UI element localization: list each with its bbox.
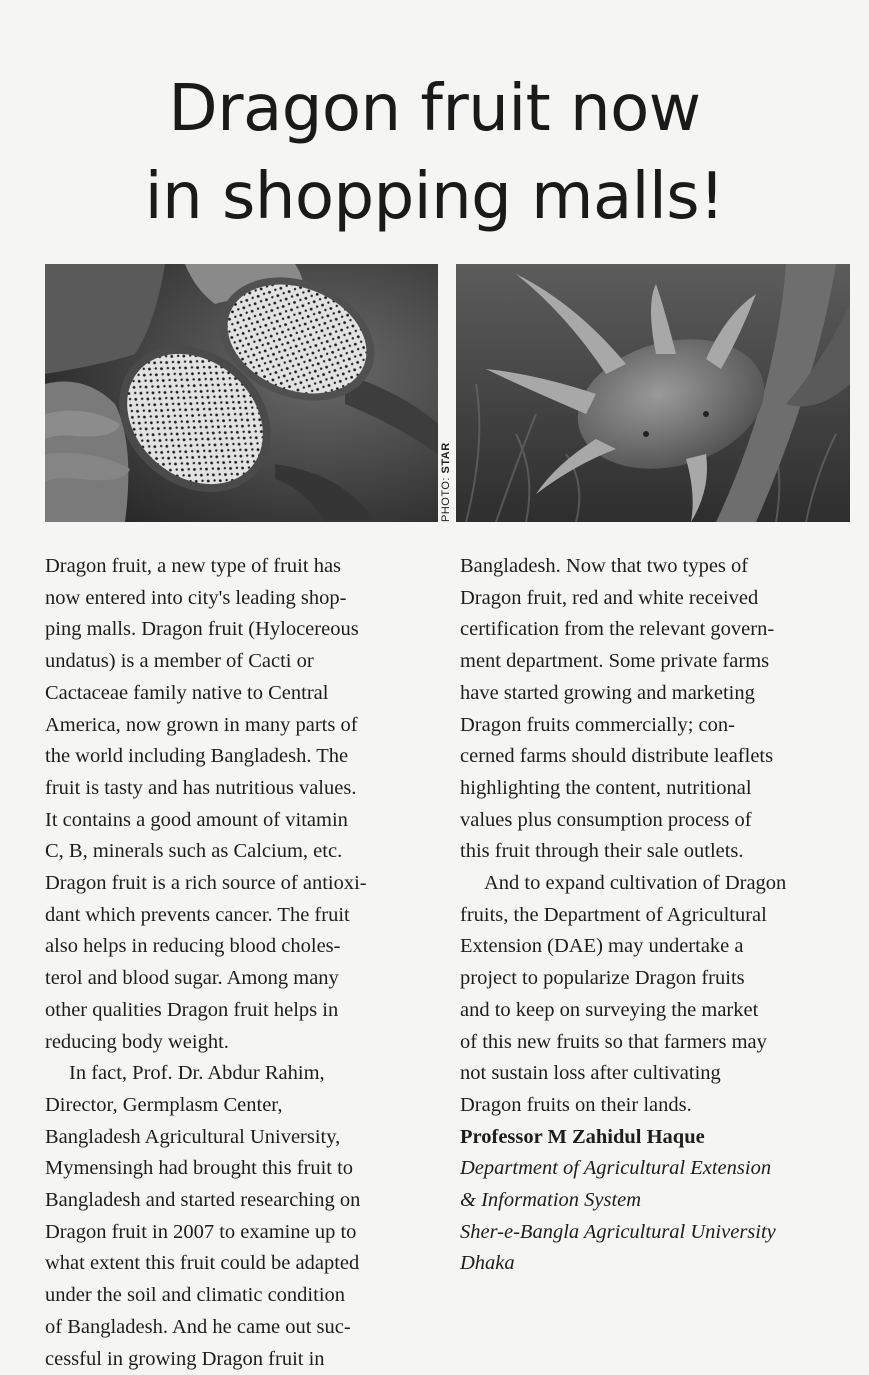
article-line: this fruit through their sale outlets. (460, 840, 744, 863)
article-line: In fact, Prof. Dr. Abdur Rahim, (69, 1062, 325, 1085)
article-line: undatus) is a member of Cacti or (45, 650, 314, 673)
article-line: It contains a good amount of vitamin (45, 808, 348, 831)
article-line: Dragon fruits commercially; con- (460, 713, 735, 736)
article-line: terol and blood sugar. Among many (45, 967, 339, 990)
article-line: Cactaceae family native to Central (45, 681, 329, 704)
article-line: not sustain loss after cultivating (460, 1062, 721, 1085)
article-line: fruits, the Department of Agricultural (460, 903, 767, 926)
article-line: reducing body weight. (45, 1030, 229, 1053)
article-line: have started growing and marketing (460, 681, 755, 704)
article-line: of Bangladesh. And he came out suc- (45, 1315, 351, 1338)
photo-halved-dragon-fruit (45, 264, 438, 522)
article-line: cerned farms should distribute leaflets (460, 745, 774, 768)
byline-name: Professor M Zahidul Haque (460, 1125, 705, 1148)
article-line: Director, Germplasm Center, (45, 1093, 283, 1116)
article-line: certification from the relevant govern- (460, 618, 775, 641)
article-line: America, now grown in many parts of (45, 713, 358, 736)
article-line: Dragon fruit in 2007 to examine up to (45, 1220, 357, 1243)
article-line: Dragon fruits on their lands. (460, 1093, 692, 1116)
article-line: now entered into city's leading shop- (45, 586, 347, 609)
article-line: what extent this fruit could be adapted (45, 1252, 360, 1275)
article-line: ment department. Some private farms (460, 650, 770, 673)
article-line: Dragon fruit is a rich source of antioxi- (45, 872, 367, 895)
article-line: highlighting the content, nutritional (460, 776, 752, 799)
article-line: of this new fruits so that farmers may (460, 1030, 767, 1053)
article-line: C, B, minerals such as Calcium, etc. (45, 840, 343, 863)
headline (0, 65, 869, 241)
article-line: fruit is tasty and has nutritious values. (45, 776, 357, 799)
article-line: cessful in growing Dragon fruit in (45, 1347, 325, 1370)
byline-affiliation: Dhaka (460, 1252, 515, 1275)
article-line: project to popularize Dragon fruits (460, 967, 745, 990)
article-line: under the soil and climatic condition (45, 1284, 346, 1307)
article-line: Dragon fruit, a new type of fruit has (45, 555, 342, 577)
article-line: Mymensingh had brought this fruit to (45, 1157, 354, 1180)
byline-affiliation: Sher-e-Bangla Agricultural University (460, 1220, 776, 1243)
article-line: Bangladesh Agricultural University, (45, 1125, 341, 1148)
headline-line-1: Dragon fruit now (168, 71, 701, 146)
article-line: dant which prevents cancer. The fruit (45, 903, 350, 926)
photo-credit (440, 422, 452, 522)
photo-credit-name: STAR (440, 442, 452, 474)
article-line: and to keep on surveying the market (460, 998, 759, 1021)
article-line: And to expand cultivation of Dragon (484, 872, 787, 895)
article-line: Bangladesh. Now that two types of (460, 555, 749, 577)
byline-affiliation: & Information System (460, 1189, 642, 1212)
article-line: values plus consumption process of (460, 808, 752, 831)
article-line: also helps in reducing blood choles- (45, 935, 341, 958)
article-line: other qualities Dragon fruit helps in (45, 998, 339, 1021)
article-column-left (45, 551, 440, 1375)
article-line: Dragon fruit, red and white received (460, 586, 759, 609)
article-line: ping malls. Dragon fruit (Hylocereous (45, 618, 359, 641)
article-line: Bangladesh and started researching on (45, 1189, 361, 1212)
photo-dragon-fruit-plant (456, 264, 850, 522)
byline-affiliation: Department of Agricultural Extension (460, 1157, 772, 1180)
article-column-right (460, 551, 860, 1280)
article-line: Extension (DAE) may undertake a (460, 935, 744, 958)
headline-line-2: in shopping malls! (144, 159, 725, 234)
article-line: the world including Bangladesh. The (45, 745, 349, 768)
photo-credit-prefix: PHOTO: (440, 473, 452, 522)
